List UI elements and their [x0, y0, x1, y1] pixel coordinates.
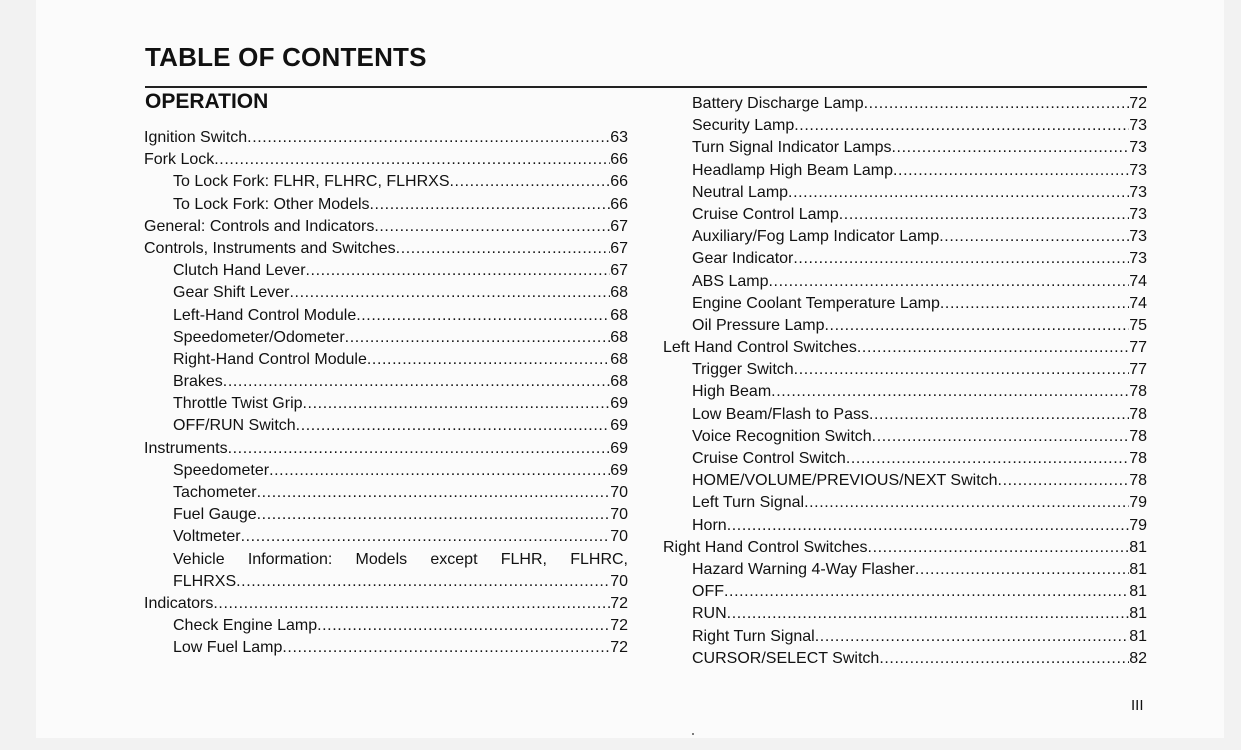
toc-subentry[interactable] [663, 248, 1147, 270]
toc-subentry[interactable] [144, 371, 628, 393]
toc-subentry[interactable] [144, 349, 628, 371]
toc-page-number: 75 [1129, 316, 1147, 334]
document-page [36, 0, 1224, 738]
toc-left-column [144, 127, 628, 660]
toc-page-number: 73 [1129, 228, 1147, 246]
toc-page-number: 73 [1129, 205, 1147, 223]
toc-page-number: 63 [610, 129, 628, 146]
dot-leader [839, 204, 1129, 226]
toc-page-number: 74 [1129, 272, 1147, 290]
toc-entry-title: To Lock Fork: Other Models [173, 195, 370, 213]
dot-leader [788, 182, 1129, 204]
toc-subentry[interactable] [663, 515, 1147, 537]
toc-page-number: 69 [610, 417, 628, 435]
dot-leader [893, 160, 1129, 182]
toc-page-number: 78 [1129, 472, 1147, 490]
toc-page-number: 67 [610, 217, 628, 235]
toc-subentry[interactable] [144, 615, 628, 637]
toc-subentry[interactable] [663, 160, 1147, 182]
toc-subentry[interactable] [144, 327, 628, 349]
toc-subentry[interactable] [663, 115, 1147, 137]
toc-entry-title: Fork Lock [144, 151, 215, 169]
dot-leader [879, 648, 1129, 670]
toc-page-number: 68 [610, 373, 628, 391]
toc-subentry[interactable] [663, 448, 1147, 470]
toc-entry[interactable] [144, 238, 628, 260]
toc-page-number: 70 [610, 572, 628, 590]
toc-subentry[interactable] [144, 526, 628, 548]
toc-subentry[interactable] [663, 603, 1147, 625]
toc-entry[interactable] [144, 593, 628, 615]
dot-leader [727, 515, 1130, 537]
dot-leader [727, 603, 1130, 625]
dot-leader [257, 504, 611, 526]
toc-subentry[interactable] [144, 260, 628, 282]
dot-leader [940, 293, 1129, 315]
dot-leader [998, 470, 1130, 492]
section-heading: OPERATION [145, 90, 269, 113]
toc-page-number: 81 [1129, 560, 1147, 578]
toc-entry-title: ABS Lamp [692, 272, 769, 290]
toc-entry-title: Right Turn Signal [692, 627, 815, 645]
toc-page-number: 73 [1129, 139, 1147, 157]
toc-page-number: 70 [610, 484, 628, 501]
toc-subentry[interactable] [663, 182, 1147, 204]
toc-page-number: 67 [610, 262, 628, 280]
page-title: TABLE OF CONTENTS [145, 42, 427, 72]
dot-leader [223, 371, 610, 393]
toc-entry-title: Tachometer [173, 484, 257, 501]
dot-leader [872, 426, 1130, 448]
dot-leader [794, 359, 1130, 381]
dot-leader [356, 305, 610, 327]
dot-leader [213, 593, 610, 615]
toc-entry-title: Auxiliary/Fog Lamp Indicator Lamp [692, 228, 940, 246]
toc-entry[interactable] [144, 438, 628, 460]
toc-entry-title: Vehicle Information: Models except FLHR, FLHRC, [173, 550, 628, 568]
dot-leader [794, 115, 1129, 137]
toc-subentry[interactable] [144, 305, 628, 327]
dot-leader [825, 315, 1130, 337]
toc-page-number: 72 [1129, 95, 1147, 112]
toc-page-number: 66 [610, 151, 628, 169]
toc-entry-title: Indicators [144, 594, 214, 612]
toc-entry-title: Trigger Switch [692, 361, 794, 379]
toc-subentry[interactable] [144, 282, 628, 304]
toc-page-number: 72 [610, 617, 628, 635]
toc-entry-title: General: Controls and Indicators [144, 217, 375, 235]
toc-page-number: 72 [610, 594, 628, 612]
toc-page-number: 81 [1129, 583, 1147, 601]
toc-subentry[interactable] [663, 626, 1147, 648]
dot-leader [247, 127, 610, 149]
dot-leader [214, 149, 610, 171]
dot-leader [306, 260, 611, 282]
dot-leader [815, 626, 1129, 648]
dot-leader [282, 637, 610, 659]
dot-leader [724, 581, 1129, 603]
dot-leader [864, 93, 1130, 115]
toc-entry-title: Throttle Twist Grip [173, 395, 303, 413]
toc-subentry[interactable] [663, 470, 1147, 492]
toc-page-number: 79 [1129, 516, 1147, 534]
toc-entry-title: Headlamp High Beam Lamp [692, 161, 893, 179]
toc-page-number: 73 [1129, 183, 1147, 201]
toc-page-number: 70 [610, 528, 628, 546]
toc-entry-title: Speedometer/Odometer [173, 328, 345, 346]
dot-leader [793, 248, 1129, 270]
toc-page-number: 73 [1129, 250, 1147, 268]
toc-subentry[interactable] [144, 194, 628, 216]
dot-leader [892, 137, 1130, 159]
toc-page-number: 81 [1129, 605, 1147, 623]
toc-page-number: 66 [610, 195, 628, 213]
dot-leader [771, 381, 1129, 403]
toc-page-number: 82 [1129, 649, 1147, 667]
toc-subentry[interactable] [144, 482, 628, 504]
toc-entry-title: Battery Discharge Lamp [692, 95, 864, 112]
toc-subentry[interactable] [663, 226, 1147, 248]
dot-leader [768, 271, 1129, 293]
dot-leader [345, 327, 611, 349]
toc-subentry[interactable] [663, 359, 1147, 381]
dot-leader [868, 537, 1130, 559]
toc-entry-title: Neutral Lamp [692, 183, 789, 201]
toc-entry-title: Gear Indicator [692, 250, 794, 268]
toc-entry-title: Speedometer [173, 461, 270, 479]
toc-entry[interactable] [144, 149, 628, 171]
toc-entry-title: OFF/RUN Switch [173, 417, 296, 435]
toc-page-number: 78 [1129, 405, 1147, 423]
toc-page-number: 73 [1129, 117, 1147, 135]
toc-page-number: 68 [610, 306, 628, 324]
toc-entry-title: Right-Hand Control Module [173, 350, 367, 368]
toc-entry-title: CURSOR/SELECT Switch [692, 649, 880, 667]
toc-entry-title: FLHRXS [173, 572, 237, 590]
toc-subentry[interactable] [663, 404, 1147, 426]
toc-page-number: 69 [610, 461, 628, 479]
toc-subentry[interactable] [663, 648, 1147, 670]
toc-entry-title: Cruise Control Lamp [692, 205, 839, 223]
dot-leader [317, 615, 610, 637]
dot-leader [846, 448, 1129, 470]
toc-entry-title: Low Beam/Flash to Pass [692, 405, 869, 423]
scan-speck [692, 733, 694, 735]
dot-leader [869, 404, 1129, 426]
toc-page-number: 77 [1129, 361, 1147, 379]
toc-entry-title: Oil Pressure Lamp [692, 316, 825, 334]
toc-page-number: 81 [1129, 538, 1147, 556]
toc-entry-title: Check Engine Lamp [173, 617, 318, 635]
toc-subentry[interactable] [144, 637, 628, 659]
dot-leader [396, 238, 611, 260]
toc-entry-title: Hazard Warning 4-Way Flasher [692, 560, 915, 578]
toc-entry-title: Clutch Hand Lever [173, 262, 306, 280]
toc-entry-title: Turn Signal Indicator Lamps [692, 139, 892, 157]
toc-page-number: 69 [610, 395, 628, 413]
toc-subentry[interactable] [144, 171, 628, 193]
toc-entry-title: Security Lamp [692, 117, 795, 135]
toc-subentry[interactable] [144, 415, 628, 437]
toc-entry-title: Left Hand Control Switches [663, 339, 857, 357]
toc-entry-title: Instruments [144, 439, 228, 457]
toc-page-number: 73 [1129, 161, 1147, 179]
dot-leader [257, 482, 611, 504]
toc-entry-title: Engine Coolant Temperature Lamp [692, 294, 940, 312]
toc-entry-title: HOME/VOLUME/PREVIOUS/NEXT Switch [692, 472, 998, 490]
toc-page-number: 68 [610, 284, 628, 302]
toc-page-number: 68 [610, 350, 628, 368]
title-rule [145, 86, 1147, 88]
toc-subentry[interactable] [663, 315, 1147, 337]
toc-entry-title: RUN [692, 605, 727, 623]
toc-entry-title: Fuel Gauge [173, 506, 257, 524]
toc-entry-title: To Lock Fork: FLHR, FLHRC, FLHRXS [173, 173, 450, 191]
toc-entry-title: Controls, Instruments and Switches [144, 239, 396, 257]
toc-subentry[interactable] [663, 293, 1147, 315]
toc-subentry[interactable] [663, 93, 1147, 115]
toc-page-number: 68 [610, 328, 628, 346]
toc-page-number: 79 [1129, 494, 1147, 512]
dot-leader [290, 282, 611, 304]
toc-entry[interactable] [663, 537, 1147, 559]
toc-entry-title: Brakes [173, 373, 223, 391]
toc-subentry[interactable] [144, 504, 628, 526]
toc-page-number: 67 [610, 239, 628, 257]
dot-leader [915, 559, 1129, 581]
dot-leader [303, 393, 611, 415]
dot-leader [296, 415, 611, 437]
toc-entry-title: High Beam [692, 383, 772, 401]
toc-entry-title: Right Hand Control Switches [663, 538, 868, 556]
dot-leader [939, 226, 1129, 248]
dot-leader [374, 216, 610, 238]
dot-leader [804, 492, 1129, 514]
toc-subentry[interactable] [663, 559, 1147, 581]
toc-subentry[interactable] [144, 571, 628, 593]
toc-page-number: 72 [610, 639, 628, 657]
toc-subentry[interactable] [663, 271, 1147, 293]
dot-leader [241, 526, 611, 548]
page-number: III [1131, 697, 1144, 714]
toc-entry-title: Voice Recognition Switch [692, 427, 872, 445]
toc-page-number: 81 [1129, 627, 1147, 645]
dot-leader [370, 194, 611, 216]
toc-page-number: 66 [610, 173, 628, 191]
dot-leader [367, 349, 610, 371]
toc-page-number: 70 [610, 506, 628, 524]
toc-subentry[interactable] [663, 204, 1147, 226]
toc-subentry[interactable] [663, 492, 1147, 514]
toc-page-number: 78 [1129, 427, 1147, 445]
toc-entry-title: Low Fuel Lamp [173, 639, 283, 657]
toc-entry-title: Cruise Control Switch [692, 450, 846, 467]
toc-page-number: 78 [1129, 450, 1147, 467]
toc-page-number: 69 [610, 439, 628, 457]
dot-leader [857, 337, 1129, 359]
toc-entry-title: Left Turn Signal [692, 494, 805, 512]
dot-leader [228, 438, 611, 460]
toc-subentry[interactable] [144, 393, 628, 415]
dot-leader [236, 571, 610, 593]
toc-subentry[interactable] [663, 426, 1147, 448]
dot-leader [269, 460, 610, 482]
toc-subentry[interactable] [663, 581, 1147, 603]
toc-subentry[interactable] [144, 460, 628, 482]
toc-entry[interactable] [144, 216, 628, 238]
toc-right-column [663, 93, 1147, 670]
toc-entry[interactable] [144, 127, 628, 149]
toc-subentry[interactable] [663, 381, 1147, 403]
toc-page-number: 78 [1129, 383, 1147, 401]
toc-entry-title: Ignition Switch [144, 129, 248, 146]
toc-page-number: 77 [1129, 339, 1147, 357]
toc-entry-title: Voltmeter [173, 528, 241, 546]
toc-subentry[interactable] [663, 137, 1147, 159]
toc-entry-title: Left-Hand Control Module [173, 306, 357, 324]
dot-leader [450, 171, 611, 193]
toc-entry-title: Horn [692, 516, 727, 534]
toc-entry[interactable] [663, 337, 1147, 359]
toc-page-number: 74 [1129, 294, 1147, 312]
toc-entry-title: Gear Shift Lever [173, 284, 290, 302]
toc-entry-title: OFF [692, 583, 724, 601]
